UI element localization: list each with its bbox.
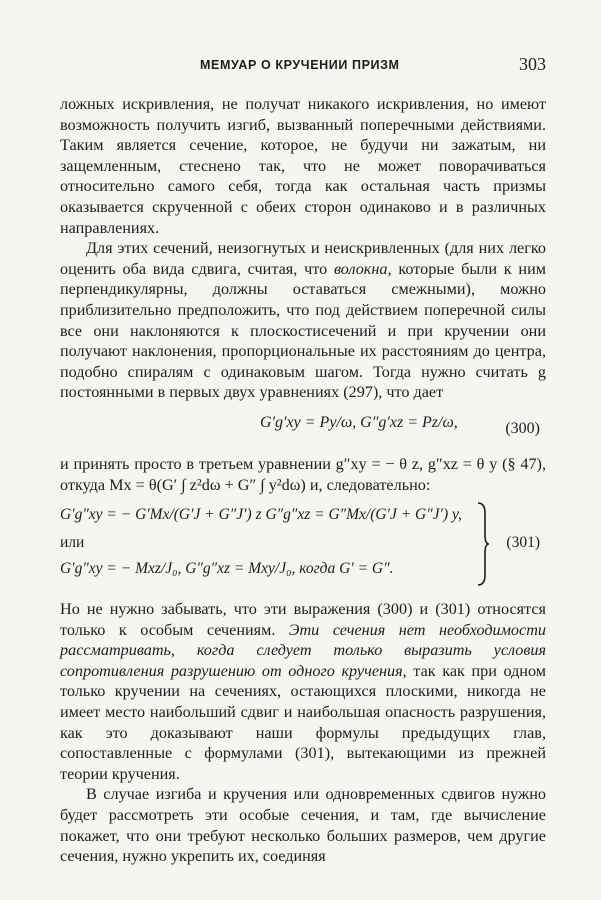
paragraph-3: и принять просто в третьем уравнении g″xy = − θ z, g″xz = θ y (§ 47), откуда Mx = θ(G′ ∫ z²dω + G″ ∫ y²dω) и, следовательно:	[60, 454, 546, 494]
equation-300-formula: G′g′xy = Py/ω, G″g′xz = Pz/ω,	[260, 413, 458, 431]
paragraph-2: Для этих сечений, неизогнутых и неискривленных (для них легко оценить оба вида сдвига, считая, что волокна, которые были к ним перпендикулярны, должны оставаться смежными), можно приблизительно предположить, что под действием поперечной силы все они наклоняются к плоскостисечений и при кручении они получают наклонения, пропорциональные их расстояниям до центра, подобно спиралям с одинаковым шагом. Тогда нужно считать g постоянными в первых двух уравнениях (297), что дает	[60, 239, 546, 402]
equation-300-number: (300)	[505, 419, 540, 437]
emphasis-sections: Эти сечения нет необходимости рассматривать, когда следует только выразить условия сопротивления разрушению от одного кручения,	[60, 620, 546, 680]
page-number: 303	[519, 54, 546, 74]
equation-301-or: или	[60, 534, 85, 552]
right-brace-icon	[476, 501, 490, 587]
paragraph-5: В случае изгиба и кручения или одновременных сдвигов нужно будет рассмотреть эти особые сечения, и там, где вычисление покажет, что они требуют несколько больших размеров, чем другие сечения, нужно укрепить их, соединяя	[60, 785, 546, 866]
book-page	[60, 0, 546, 900]
running-title: МЕМУАР О КРУЧЕНИИ ПРИЗМ	[200, 58, 400, 72]
paragraph-1: ложных искривления, не получат никакого искривления, но имеют возможность получить изгиб, вызванный поперечными действиями. Таким является сечение, которое, не будучи ни зажатым, ни защемленным, стеснено так, что не может поворачиваться относительно самого себя, тогда как остальная часть призмы оказывается скрученной с обеих сторон одинаково и в различных направлениях.	[60, 95, 546, 237]
equation-301-line-2: G′g″xy = − Mxz/J₀, G″g″xz = Mxy/J₀, когда G′ = G″.	[60, 560, 394, 578]
emphasis-fibers: волокна,	[333, 259, 392, 278]
equation-301-number: (301)	[506, 534, 540, 552]
equation-system-301	[60, 497, 546, 593]
equation-300	[60, 407, 546, 451]
paragraph-4: Но не нужно забывать, что эти выражения (300) и (301) относятся только к особым сечениям. Эти сечения нет необходимости рассматривать, когда следует только выразить условия сопротивления разрушению от одного кручения, так как при одном только кручении на сечениях, остающихся плоскими, никогда не имеет место наибольший сдвиг и наибольшая опасность разрушения, как это доказывают наши формулы предыдущих глав, сопоставленные с формулами (301), вытекающими из прежней теории кручения.	[60, 600, 546, 783]
body-text	[60, 94, 546, 867]
page-header	[60, 54, 546, 76]
equation-301-line-1: G′g″xy = − G′Mx/(G′J + G″J′) z G″g″xz = G″Mx/(G′J + G″J′) y,	[60, 506, 462, 524]
